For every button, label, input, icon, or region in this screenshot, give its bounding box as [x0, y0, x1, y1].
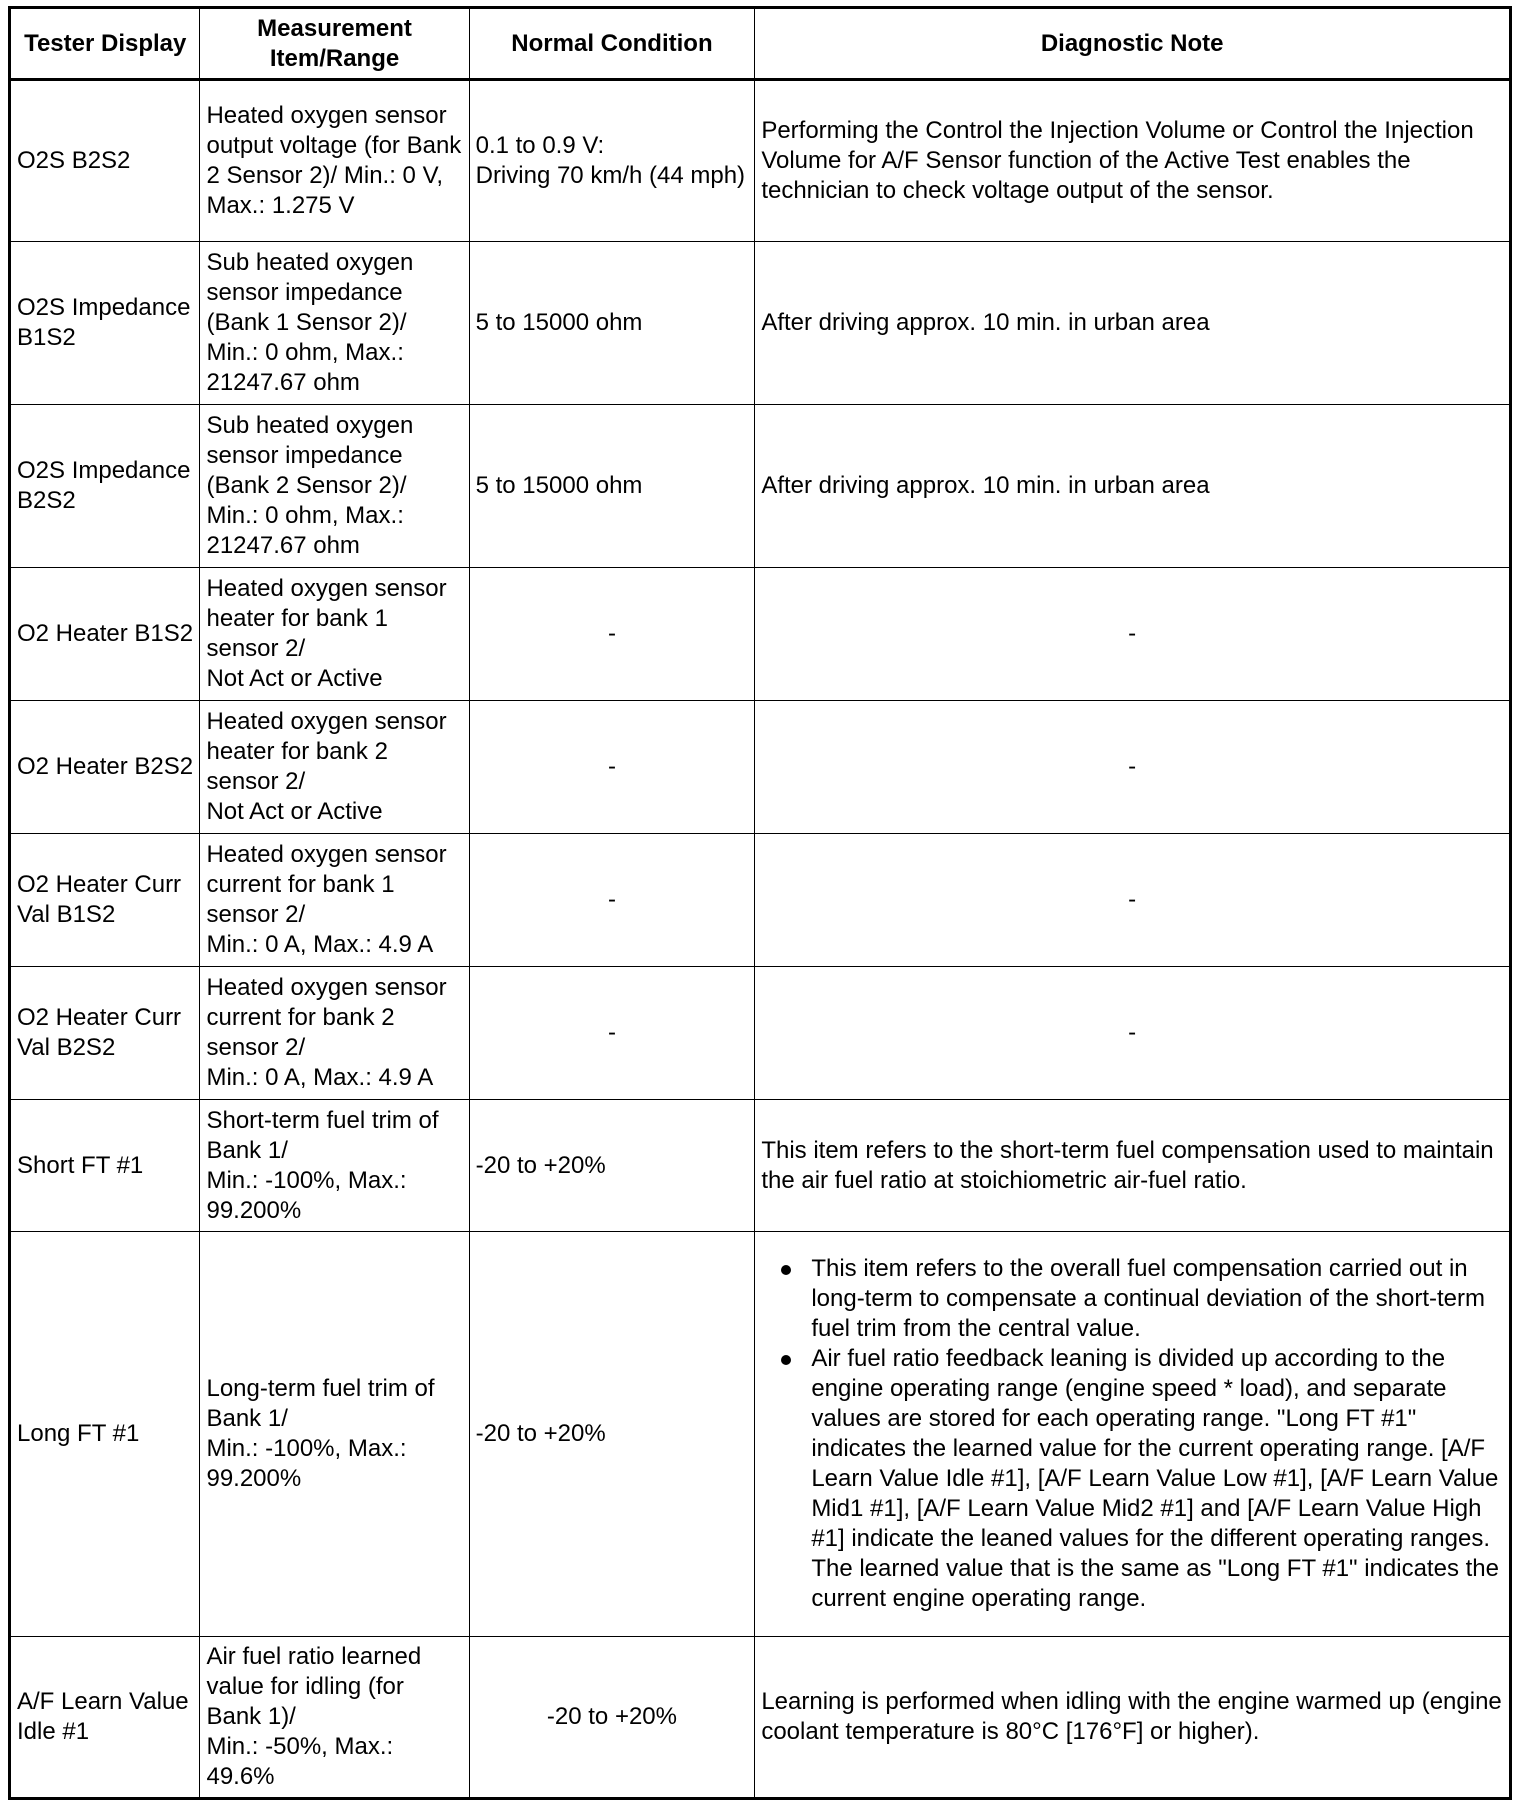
normal-condition-cell: -: [469, 967, 755, 1100]
tester-display-cell: Long FT #1: [10, 1232, 200, 1637]
table-row: [10, 834, 1511, 967]
measurement-cell: Heated oxygen sensor output voltage (for Bank 2 Sensor 2)/ Min.: 0 V, Max.: 1.275 V: [200, 80, 469, 242]
diagnostic-note-cell: After driving approx. 10 min. in urban area: [755, 405, 1511, 568]
normal-condition-cell: -: [469, 568, 755, 701]
normal-condition-cell: -: [469, 701, 755, 834]
normal-condition-cell: -20 to +20%: [469, 1232, 755, 1637]
tester-display-cell: O2S Impedance B1S2: [10, 242, 200, 405]
normal-condition-cell: 0.1 to 0.9 V: Driving 70 km/h (44 mph): [469, 80, 755, 242]
measurement-cell: Short-term fuel trim of Bank 1/ Min.: -100%, Max.: 99.200%: [200, 1100, 469, 1232]
table-header-row: [10, 8, 1511, 80]
diagnostic-note-cell: -: [755, 967, 1511, 1100]
measurement-cell: Heated oxygen sensor heater for bank 1 sensor 2/ Not Act or Active: [200, 568, 469, 701]
tester-display-cell: O2 Heater B2S2: [10, 701, 200, 834]
tester-display-cell: O2 Heater Curr Val B2S2: [10, 967, 200, 1100]
diagnostic-note-cell: -: [755, 568, 1511, 701]
diagnostic-note-cell: Learning is performed when idling with the engine warmed up (engine coolant temperature is 80°C [176°F] or higher).: [755, 1637, 1511, 1799]
tester-display-cell: O2S Impedance B2S2: [10, 405, 200, 568]
normal-condition-cell: 5 to 15000 ohm: [469, 242, 755, 405]
normal-condition-cell: -20 to +20%: [469, 1637, 755, 1799]
diagnostic-note-cell: -: [755, 701, 1511, 834]
measurement-cell: Sub heated oxygen sensor impedance (Bank 2 Sensor 2)/ Min.: 0 ohm, Max.: 21247.67 ohm: [200, 405, 469, 568]
header-tester-display: Tester Display: [10, 8, 200, 80]
table-row: [10, 967, 1511, 1100]
diagnostic-data-table: [8, 6, 1512, 1800]
diagnostic-note-cell: After driving approx. 10 min. in urban area: [755, 242, 1511, 405]
diagnostic-note-bullet-list: [761, 1254, 1503, 1614]
diagnostic-note-cell: -: [755, 834, 1511, 967]
header-measurement-item-range: Measurement Item/Range: [200, 8, 469, 80]
table-row: [10, 1637, 1511, 1799]
table-row: [10, 80, 1511, 242]
normal-condition-cell: -20 to +20%: [469, 1100, 755, 1232]
table-row: [10, 405, 1511, 568]
tester-display-cell: O2 Heater B1S2: [10, 568, 200, 701]
diagnostic-note-cell: This item refers to the short-term fuel compensation used to maintain the air fuel ratio at stoichiometric air-fuel ratio.: [755, 1100, 1511, 1232]
header-diagnostic-note: Diagnostic Note: [755, 8, 1511, 80]
diagnostic-note-bullet: Air fuel ratio feedback leaning is divided up according to the engine operating range (engine speed * load), and separate values are stored for each operating range. "Long FT #1" indicates the learned value for the current operating range. [A/F Learn Value Idle #1], [A/F Learn Value Low #1], [A/F Learn Value Mid1 #1], [A/F Learn Value Mid2 #1] and [A/F Learn Value High #1] indicate the leaned values for the different operating ranges. The learned value that is the same as "Long FT #1" indicates the current engine operating range.: [761, 1344, 1503, 1614]
diagnostic-note-cell: [755, 1232, 1511, 1637]
normal-condition-cell: -: [469, 834, 755, 967]
measurement-cell: Air fuel ratio learned value for idling (for Bank 1)/ Min.: -50%, Max.: 49.6%: [200, 1637, 469, 1799]
header-normal-condition: Normal Condition: [469, 8, 755, 80]
table-row: [10, 1232, 1511, 1637]
table-row: [10, 568, 1511, 701]
normal-condition-cell: 5 to 15000 ohm: [469, 405, 755, 568]
table-row: [10, 1100, 1511, 1232]
measurement-cell: Long-term fuel trim of Bank 1/ Min.: -100%, Max.: 99.200%: [200, 1232, 469, 1637]
table-row: [10, 242, 1511, 405]
measurement-cell: Heated oxygen sensor current for bank 1 sensor 2/ Min.: 0 A, Max.: 4.9 A: [200, 834, 469, 967]
measurement-cell: Heated oxygen sensor current for bank 2 sensor 2/ Min.: 0 A, Max.: 4.9 A: [200, 967, 469, 1100]
diagnostic-note-bullet: This item refers to the overall fuel compensation carried out in long-term to compensate a continual deviation of the short-term fuel trim from the central value.: [761, 1254, 1503, 1344]
measurement-cell: Heated oxygen sensor heater for bank 2 sensor 2/ Not Act or Active: [200, 701, 469, 834]
tester-display-cell: O2 Heater Curr Val B1S2: [10, 834, 200, 967]
tester-display-cell: A/F Learn Value Idle #1: [10, 1637, 200, 1799]
measurement-cell: Sub heated oxygen sensor impedance (Bank 1 Sensor 2)/ Min.: 0 ohm, Max.: 21247.67 ohm: [200, 242, 469, 405]
diagnostic-note-cell: Performing the Control the Injection Volume or Control the Injection Volume for A/F Sensor function of the Active Test enables the technician to check voltage output of the sensor.: [755, 80, 1511, 242]
tester-display-cell: O2S B2S2: [10, 80, 200, 242]
table-row: [10, 701, 1511, 834]
tester-display-cell: Short FT #1: [10, 1100, 200, 1232]
